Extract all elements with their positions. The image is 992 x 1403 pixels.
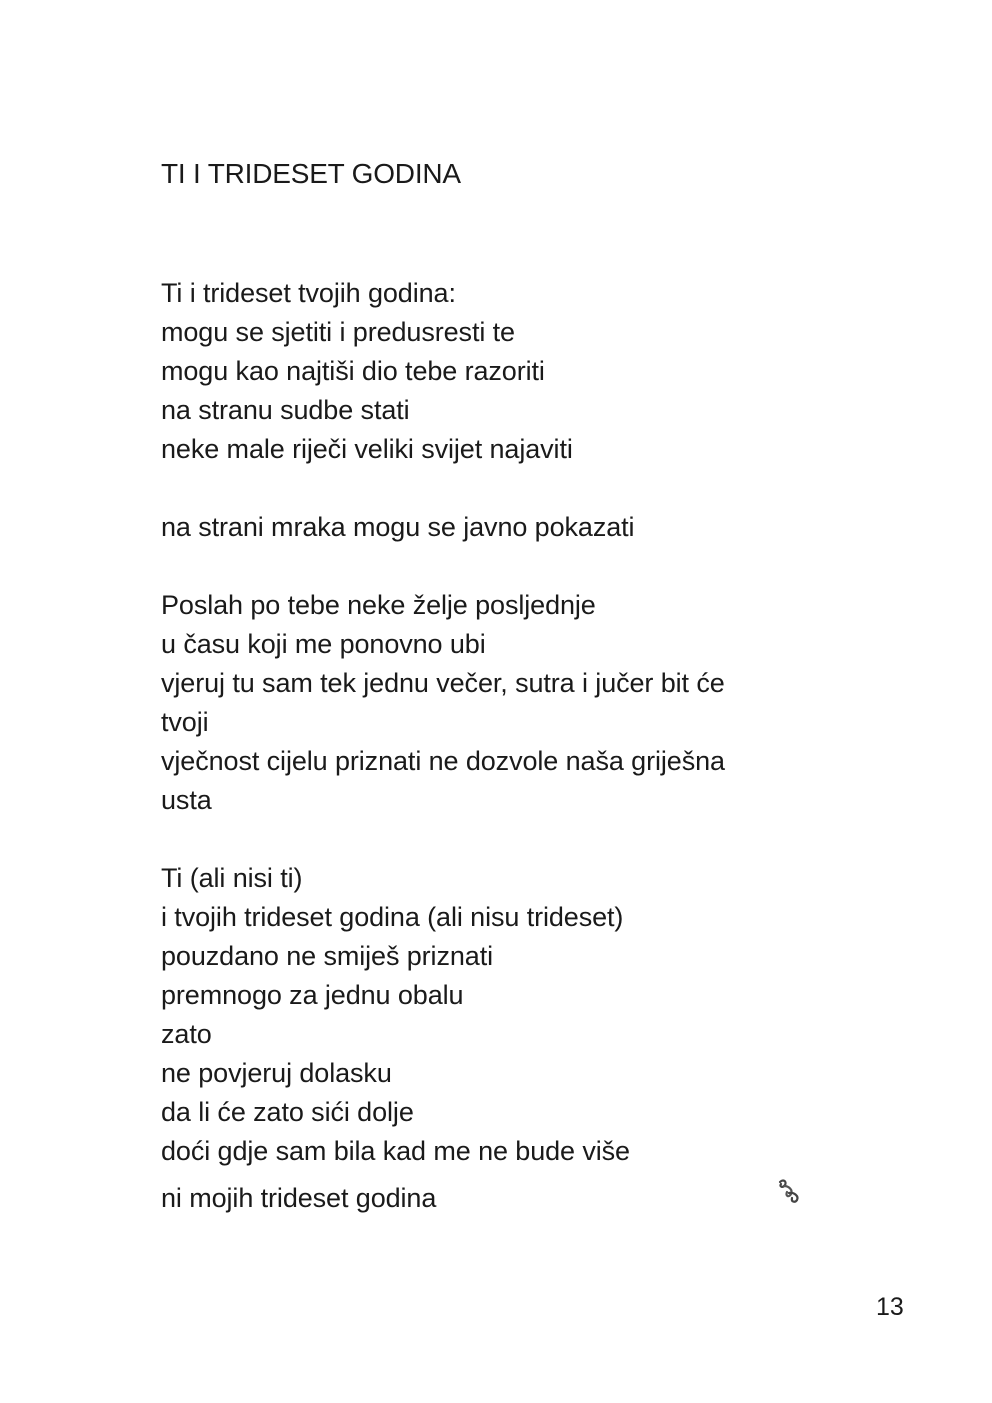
poem-line: premnogo za jednu obalu: [161, 980, 464, 1010]
poem-line: vječnost cijelu priznati ne dozvole naša griješna: [161, 746, 725, 776]
poem-line: mogu se sjetiti i predusresti te: [161, 317, 515, 347]
poem-line: u času koji me ponovno ubi: [161, 629, 486, 659]
poem-line: Ti (ali nisi ti): [161, 863, 303, 893]
poem-line: neke male riječi veliki svijet najaviti: [161, 434, 573, 464]
stanza-4: [161, 859, 821, 1218]
scribble-mark-icon: [774, 1176, 804, 1206]
poem-line: doći gdje sam bila kad me ne bude više: [161, 1136, 630, 1166]
poem-line: vjeruj tu sam tek jednu večer, sutra i jučer bit će: [161, 668, 725, 698]
stanza-3: [161, 586, 821, 820]
poem-line: i tvojih trideset godina (ali nisu trideset): [161, 902, 624, 932]
poem-title: TI I TRIDESET GODINA: [161, 158, 461, 189]
page-number: 13: [876, 1293, 904, 1321]
poem-line: Poslah po tebe neke želje posljednje: [161, 590, 596, 620]
poem-line: Ti i trideset tvojih godina:: [161, 278, 456, 308]
poem-line: ni mojih trideset godina: [161, 1183, 437, 1213]
poem-body: [161, 274, 821, 1218]
poem-line: tvoji: [161, 707, 209, 737]
poem-line: ne povjeruj dolasku: [161, 1058, 392, 1088]
poem-line: zato: [161, 1019, 212, 1049]
poem-line: usta: [161, 785, 212, 815]
poem-line: pouzdano ne smiješ priznati: [161, 941, 493, 971]
stanza-2: [161, 508, 821, 547]
poem-line: mogu kao najtiši dio tebe razoriti: [161, 356, 545, 386]
poem-line: da li će zato sići dolje: [161, 1097, 414, 1127]
stanza-1: [161, 274, 821, 469]
poem-line: na stranu sudbe stati: [161, 395, 410, 425]
poem-line: na strani mraka mogu se javno pokazati: [161, 512, 635, 542]
